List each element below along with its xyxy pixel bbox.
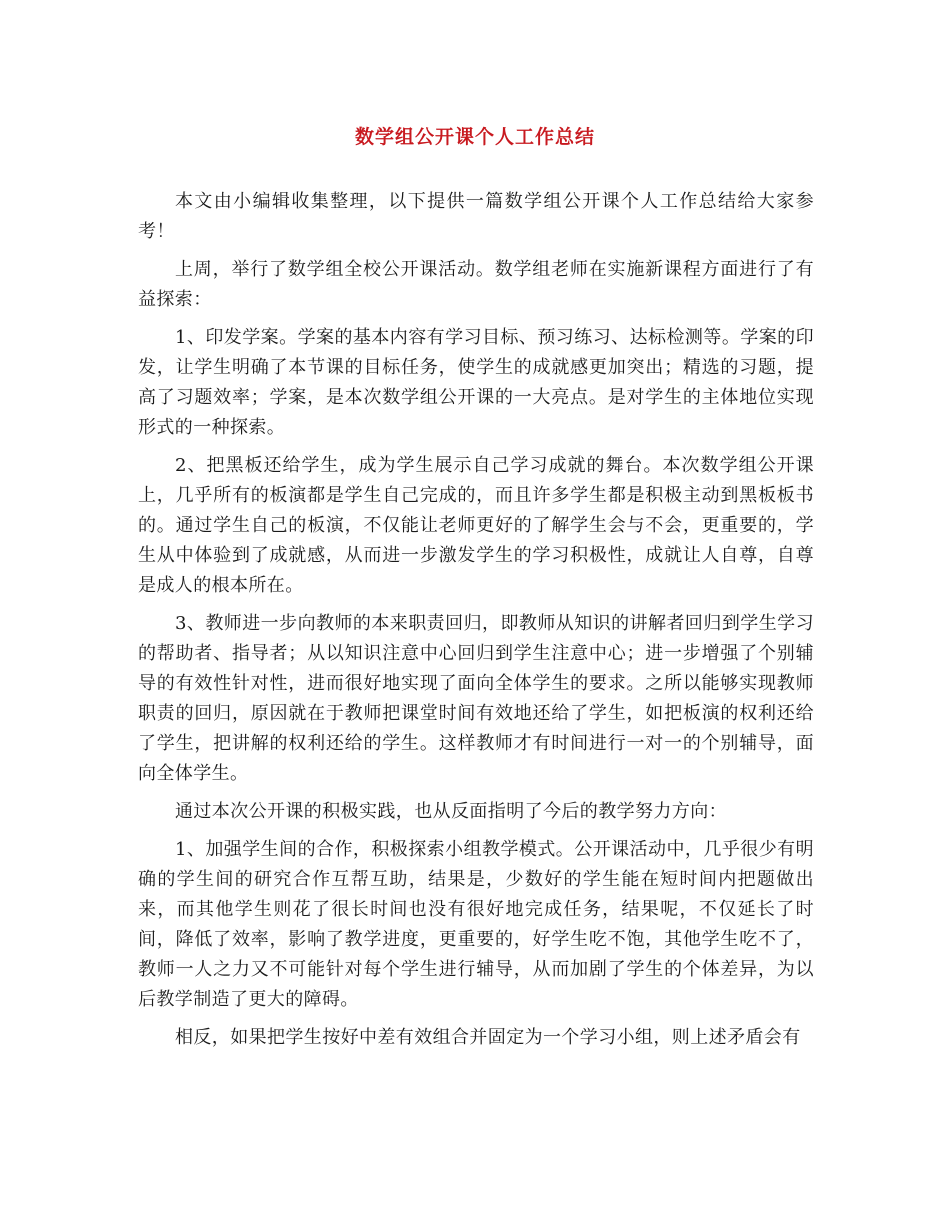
document-title: 数学组公开课个人工作总结 (354, 126, 595, 148)
paragraph-point-1: 1、印发学案。学案的基本内容有学习目标、预习练习、达标检测等。学案的印发，让学生明确了本节课的目标任务，使学生的成就感更加突出；精选的习题，提高了习题效率；学案，是本次数学组公开课的一大亮点。是对学生的主体地位实现形式的一种探索。 (138, 327, 814, 438)
paragraph-overview: 上周，举行了数学组全校公开课活动。数学组老师在实施新课程方面进行了有益探索： (138, 259, 814, 310)
document-body (138, 187, 814, 1061)
paragraph-point-2: 2、把黑板还给学生，成为学生展示自己学习成就的舞台。本次数学组公开课上，几乎所有的板演都是学生自己完成的，而且许多学生都是积极主动到黑板板书的。通过学生自己的板演，不仅能让老师更好的了解学生会与不会，更重要的，学生从中体验到了成就感，从而进一步激发学生的学习积极性，成就让人自尊，自尊是成人的根本所在。 (138, 455, 814, 596)
paragraph-contrast: 相反，如果把学生按好中差有效组合并固定为一个学习小组，则上述矛盾会有 (175, 1027, 801, 1048)
paragraph-point-3: 3、教师进一步向教师的本来职责回归，即教师从知识的讲解者回归到学生学习的帮助者、指导者；从以知识注意中心回归到学生注意中心；进一步增强了个别辅导的有效性针对性，进而很好地实现了面向全体学生的要求。之所以能够实现教师职责的回归，原因就在于教师把课堂时间有效地还给了学生，如把板演的权利还给了学生，把讲解的权利还给的学生。这样教师才有时间进行一对一的个别辅导，面向全体学生。 (138, 613, 814, 784)
paragraph-intro: 本文由小编辑收集整理，以下提供一篇数学组公开课个人工作总结给大家参考！ (138, 191, 814, 242)
paragraph-improvement-1: 1、加强学生间的合作，积极探索小组教学模式。公开课活动中，几乎很少有明确的学生间的研究合作互帮互助，结果是，少数好的学生能在短时间内把题做出来，而其他学生则花了很长时间也没有很好地完成任务，结果呢，不仅延长了时间，降低了效率，影响了教学进度，更重要的，好学生吃不饱，其他学生吃不了，教师一人之力又不可能针对每个学生进行辅导，从而加剧了学生的个体差异，为以后教学制造了更大的障碍。 (138, 839, 814, 1010)
paragraph-transition: 通过本次公开课的积极实践，也从反面指明了今后的教学努力方向： (175, 801, 727, 822)
